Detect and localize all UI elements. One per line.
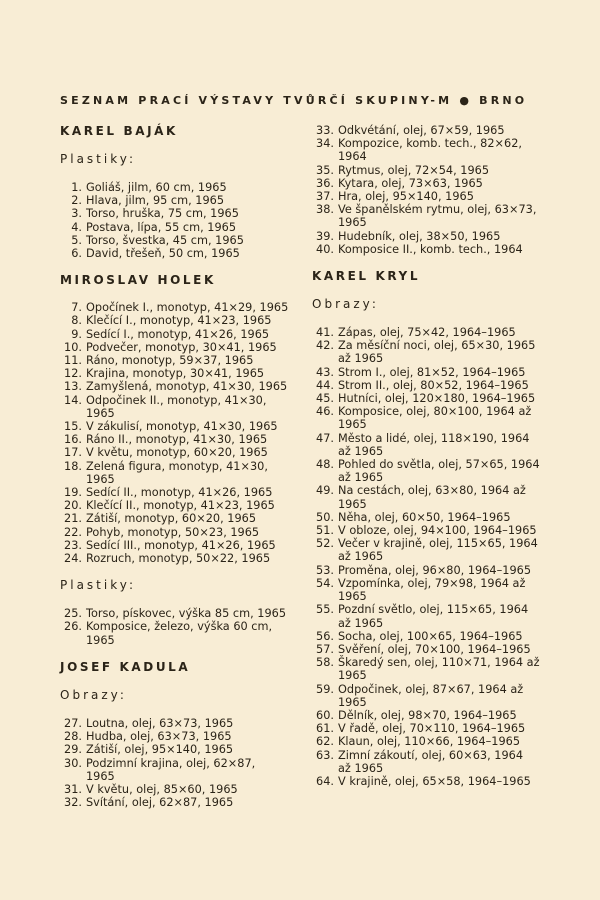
item-text: V květu, olej, 85×60, 1965 xyxy=(86,782,238,796)
item-text: Komposice II., komb. tech., 1964 xyxy=(338,242,523,256)
item-text: Večer v krajině, olej, 115×65, 1964 až 1965 xyxy=(338,537,538,564)
item-number: 57. xyxy=(316,642,334,656)
list-item xyxy=(312,137,562,163)
category-obrazy-kadula: Obrazy: xyxy=(60,687,127,702)
item-number: 52. xyxy=(316,537,334,551)
item-number: 36. xyxy=(316,176,334,190)
artist-name-holek: MIROSLAV HOLEK xyxy=(60,273,216,288)
item-text: Ráno II., monotyp, 41×30, 1965 xyxy=(86,433,268,447)
list-item xyxy=(312,511,562,524)
list-item xyxy=(312,524,562,537)
list-item xyxy=(60,247,300,260)
item-text: Za měsíční noci, olej, 65×30, 1965 až 1965 xyxy=(338,339,536,366)
item-number: 60. xyxy=(316,708,334,722)
item-number: 49. xyxy=(316,484,334,498)
list-item xyxy=(312,722,562,735)
list-item xyxy=(60,730,300,743)
list-item xyxy=(312,243,562,256)
list-item xyxy=(312,537,562,563)
item-text: Zamyšlená, monotyp, 41×30, 1965 xyxy=(86,380,288,394)
kadula-works-list-continued xyxy=(312,124,562,256)
item-number: 55. xyxy=(316,603,334,617)
list-item xyxy=(312,683,562,709)
item-text: Zápas, olej, 75×42, 1964–1965 xyxy=(338,326,516,340)
list-item xyxy=(60,433,300,446)
item-text: Goliáš, jilm, 60 cm, 1965 xyxy=(86,181,227,194)
list-item xyxy=(60,512,300,525)
list-item xyxy=(312,326,562,339)
item-text: Klaun, olej, 110×66, 1964–1965 xyxy=(338,735,521,749)
item-text: Sedící I., monotyp, 41×26, 1965 xyxy=(86,327,270,341)
item-text: Město a lidé, olej, 118×190, 1964 až 1965 xyxy=(338,431,530,458)
item-text: Proměna, olej, 96×80, 1964–1965 xyxy=(338,563,532,577)
item-number: 28. xyxy=(64,730,82,744)
item-text: Rytmus, olej, 72×54, 1965 xyxy=(338,163,490,177)
page-title: SEZNAM PRACÍ VÝSTAVY TVŮRČÍ SKUPINY-M ● BRNO xyxy=(60,94,528,107)
item-text: Sedící III., monotyp, 41×26, 1965 xyxy=(86,538,276,552)
item-number: 6. xyxy=(71,247,82,261)
item-text: Opočínek I., monotyp, 41×29, 1965 xyxy=(86,301,289,315)
item-number: 56. xyxy=(316,629,334,643)
item-number: 19. xyxy=(64,486,82,500)
item-number: 41. xyxy=(316,326,334,340)
item-number: 18. xyxy=(64,459,82,473)
item-number: 7. xyxy=(71,301,82,315)
list-item xyxy=(60,394,300,420)
item-text: Odpočinek II., monotyp, 41×30, 1965 xyxy=(86,393,267,420)
item-text: Klečící II., monotyp, 41×23, 1965 xyxy=(86,499,275,513)
category-obrazy-kryl: Obrazy: xyxy=(312,297,379,312)
list-item xyxy=(60,499,300,512)
list-item xyxy=(60,341,300,354)
list-item xyxy=(60,207,300,220)
item-number: 39. xyxy=(316,229,334,243)
item-text: Strom II., olej, 80×52, 1964–1965 xyxy=(338,378,529,392)
list-item xyxy=(312,177,562,190)
item-number: 35. xyxy=(316,163,334,177)
list-item xyxy=(312,230,562,243)
artist-name-kadula: JOSEF KADULA xyxy=(60,659,191,674)
item-number: 38. xyxy=(316,203,334,217)
item-text: Kytara, olej, 73×63, 1965 xyxy=(338,176,483,190)
item-text: Zimní zákoutí, olej, 60×63, 1964 až 1965 xyxy=(338,748,524,775)
item-text: Rozruch, monotyp, 50×22, 1965 xyxy=(86,552,271,566)
item-text: Odpočinek, olej, 87×67, 1964 až 1965 xyxy=(338,682,524,709)
list-item xyxy=(60,181,300,194)
item-number: 8. xyxy=(71,314,82,328)
item-text: Socha, olej, 100×65, 1964–1965 xyxy=(338,629,523,643)
item-number: 16. xyxy=(64,433,82,447)
item-number: 2. xyxy=(71,194,82,208)
item-number: 10. xyxy=(64,340,82,354)
item-text: Podvečer, monotyp, 30×41, 1965 xyxy=(86,340,277,354)
item-number: 37. xyxy=(316,190,334,204)
list-item xyxy=(312,379,562,392)
item-text: Něha, olej, 60×50, 1964–1965 xyxy=(338,510,511,524)
kadula-works-list xyxy=(60,717,300,809)
item-number: 13. xyxy=(64,380,82,394)
list-item xyxy=(312,339,562,365)
list-item xyxy=(312,630,562,643)
item-text: Hra, olej, 95×140, 1965 xyxy=(338,190,474,204)
list-item xyxy=(60,367,300,380)
list-item xyxy=(60,757,300,783)
item-number: 32. xyxy=(64,796,82,810)
item-text: Krajina, monotyp, 30×41, 1965 xyxy=(86,367,265,381)
list-item xyxy=(312,392,562,405)
list-item xyxy=(312,203,562,229)
item-text: Pohled do světla, olej, 57×65, 1964 až 1965 xyxy=(338,458,540,485)
list-item xyxy=(312,405,562,431)
item-number: 23. xyxy=(64,538,82,552)
item-number: 21. xyxy=(64,512,82,526)
item-text: Hutníci, olej, 120×180, 1964–1965 xyxy=(338,392,536,406)
list-item xyxy=(312,643,562,656)
item-text: Torso, hruška, 75 cm, 1965 xyxy=(86,207,239,221)
list-item xyxy=(312,735,562,748)
item-number: 48. xyxy=(316,458,334,472)
item-number: 31. xyxy=(64,782,82,796)
item-number: 15. xyxy=(64,420,82,434)
list-item xyxy=(312,458,562,484)
list-item xyxy=(312,124,562,137)
item-text: Škaredý sen, olej, 110×71, 1964 až 1965 xyxy=(338,656,540,683)
artist-name-bajak: KAREL BAJÁK xyxy=(60,124,178,138)
item-number: 50. xyxy=(316,510,334,524)
item-number: 64. xyxy=(316,774,334,788)
item-text: V řadě, olej, 70×110, 1964–1965 xyxy=(338,722,526,736)
item-number: 22. xyxy=(64,525,82,539)
item-text: Zelená figura, monotyp, 41×30, 1965 xyxy=(86,459,268,486)
item-text: Svítání, olej, 62×87, 1965 xyxy=(86,796,234,810)
kryl-works-list xyxy=(312,326,562,788)
list-item xyxy=(60,552,300,565)
list-item xyxy=(60,539,300,552)
list-item xyxy=(60,380,300,393)
item-text: Podzimní krajina, olej, 62×87, 1965 xyxy=(86,756,256,783)
category-plastiky-holek: Plastiky: xyxy=(60,578,137,593)
item-number: 33. xyxy=(316,124,334,137)
item-number: 25. xyxy=(64,607,82,621)
item-number: 26. xyxy=(64,620,82,634)
list-item xyxy=(60,526,300,539)
item-number: 5. xyxy=(71,233,82,247)
item-number: 47. xyxy=(316,431,334,445)
item-text: Pozdní světlo, olej, 115×65, 1964 až 1965 xyxy=(338,603,529,630)
right-column xyxy=(312,124,562,788)
item-text: Sedící II., monotyp, 41×26, 1965 xyxy=(86,486,273,500)
list-item xyxy=(60,314,300,327)
list-item xyxy=(312,366,562,379)
list-item xyxy=(60,620,300,646)
item-number: 27. xyxy=(64,716,82,730)
item-number: 40. xyxy=(316,242,334,256)
list-item xyxy=(312,164,562,177)
bajak-works-list xyxy=(60,181,300,260)
list-item xyxy=(60,783,300,796)
item-text: Na cestách, olej, 63×80, 1964 až 1965 xyxy=(338,484,526,511)
item-text: David, třešeň, 50 cm, 1965 xyxy=(86,247,240,261)
list-item xyxy=(312,564,562,577)
item-text: Vzpomínka, olej, 79×98, 1964 až 1965 xyxy=(338,576,526,604)
item-text: Torso, pískovec, výška 85 cm, 1965 xyxy=(86,607,287,621)
item-number: 54. xyxy=(316,576,334,590)
item-text: Hlava, jilm, 95 cm, 1965 xyxy=(86,194,225,208)
list-item xyxy=(60,301,300,314)
item-text: Zátiší, olej, 95×140, 1965 xyxy=(86,743,234,757)
list-item xyxy=(312,749,562,775)
item-text: Komposice, železo, výška 60 cm, 1965 xyxy=(86,620,273,647)
list-item xyxy=(60,743,300,756)
list-item xyxy=(60,446,300,459)
item-number: 4. xyxy=(71,220,82,234)
item-number: 17. xyxy=(64,446,82,460)
item-text: Pohyb, monotyp, 50×23, 1965 xyxy=(86,525,260,539)
item-number: 63. xyxy=(316,748,334,762)
list-item xyxy=(312,190,562,203)
item-text: V zákulisí, monotyp, 41×30, 1965 xyxy=(86,420,278,434)
item-text: V krajině, olej, 65×58, 1964–1965 xyxy=(338,774,531,788)
item-number: 34. xyxy=(316,137,334,151)
item-text: Kompozice, komb. tech., 82×62, 1964 xyxy=(338,137,522,164)
item-text: Strom I., olej, 81×52, 1964–1965 xyxy=(338,365,526,379)
item-number: 51. xyxy=(316,524,334,538)
item-number: 59. xyxy=(316,682,334,696)
item-number: 62. xyxy=(316,735,334,749)
item-text: Komposice, olej, 80×100, 1964 až 1965 xyxy=(338,405,532,432)
list-item xyxy=(312,709,562,722)
item-number: 42. xyxy=(316,339,334,353)
item-number: 53. xyxy=(316,563,334,577)
holek-works-list xyxy=(60,301,300,565)
list-item xyxy=(60,420,300,433)
item-text: Odkvétání, olej, 67×59, 1965 xyxy=(338,124,505,137)
item-number: 1. xyxy=(71,181,82,194)
list-item xyxy=(60,328,300,341)
item-number: 43. xyxy=(316,365,334,379)
item-text: Hudba, olej, 63×73, 1965 xyxy=(86,730,232,744)
item-text: Zátiší, monotyp, 60×20, 1965 xyxy=(86,512,257,526)
list-item xyxy=(60,486,300,499)
category-plastiky-bajak: Plastiky: xyxy=(60,152,137,166)
list-item xyxy=(60,194,300,207)
item-number: 9. xyxy=(71,327,82,341)
item-number: 45. xyxy=(316,392,334,406)
item-number: 46. xyxy=(316,405,334,419)
list-item xyxy=(60,234,300,247)
list-item xyxy=(60,354,300,367)
item-text: Dělník, olej, 98×70, 1964–1965 xyxy=(338,708,517,722)
list-item xyxy=(60,460,300,486)
list-item xyxy=(312,484,562,510)
item-number: 30. xyxy=(64,756,82,770)
item-number: 44. xyxy=(316,378,334,392)
item-text: Ve španělském rytmu, olej, 63×73, 1965 xyxy=(338,203,537,230)
item-number: 3. xyxy=(71,207,82,221)
list-item xyxy=(60,796,300,809)
list-item xyxy=(312,775,562,788)
item-text: Klečící I., monotyp, 41×23, 1965 xyxy=(86,314,272,328)
list-item xyxy=(312,656,562,682)
item-number: 61. xyxy=(316,722,334,736)
list-item xyxy=(312,577,562,603)
list-item xyxy=(60,221,300,234)
list-item xyxy=(60,607,300,620)
holek-sculptures-list xyxy=(60,607,300,647)
artist-name-kryl: KAREL KRYL xyxy=(312,269,421,284)
item-text: Ráno, monotyp, 59×37, 1965 xyxy=(86,354,254,368)
item-number: 11. xyxy=(64,354,82,368)
list-item xyxy=(60,717,300,730)
item-number: 12. xyxy=(64,367,82,381)
item-number: 58. xyxy=(316,656,334,670)
item-text: Torso, švestka, 45 cm, 1965 xyxy=(86,233,244,247)
item-text: Loutna, olej, 63×73, 1965 xyxy=(86,716,234,730)
item-text: Svěření, olej, 70×100, 1964–1965 xyxy=(338,642,531,656)
item-text: Hudebník, olej, 38×50, 1965 xyxy=(338,229,501,243)
list-item xyxy=(312,432,562,458)
item-text: V květu, monotyp, 60×20, 1965 xyxy=(86,446,268,460)
list-item xyxy=(312,603,562,629)
item-number: 29. xyxy=(64,743,82,757)
item-text: Postava, lípa, 55 cm, 1965 xyxy=(86,220,237,234)
item-number: 14. xyxy=(64,393,82,407)
item-number: 20. xyxy=(64,499,82,513)
item-number: 24. xyxy=(64,552,82,566)
item-text: V obloze, olej, 94×100, 1964–1965 xyxy=(338,524,537,538)
left-column xyxy=(60,124,300,809)
